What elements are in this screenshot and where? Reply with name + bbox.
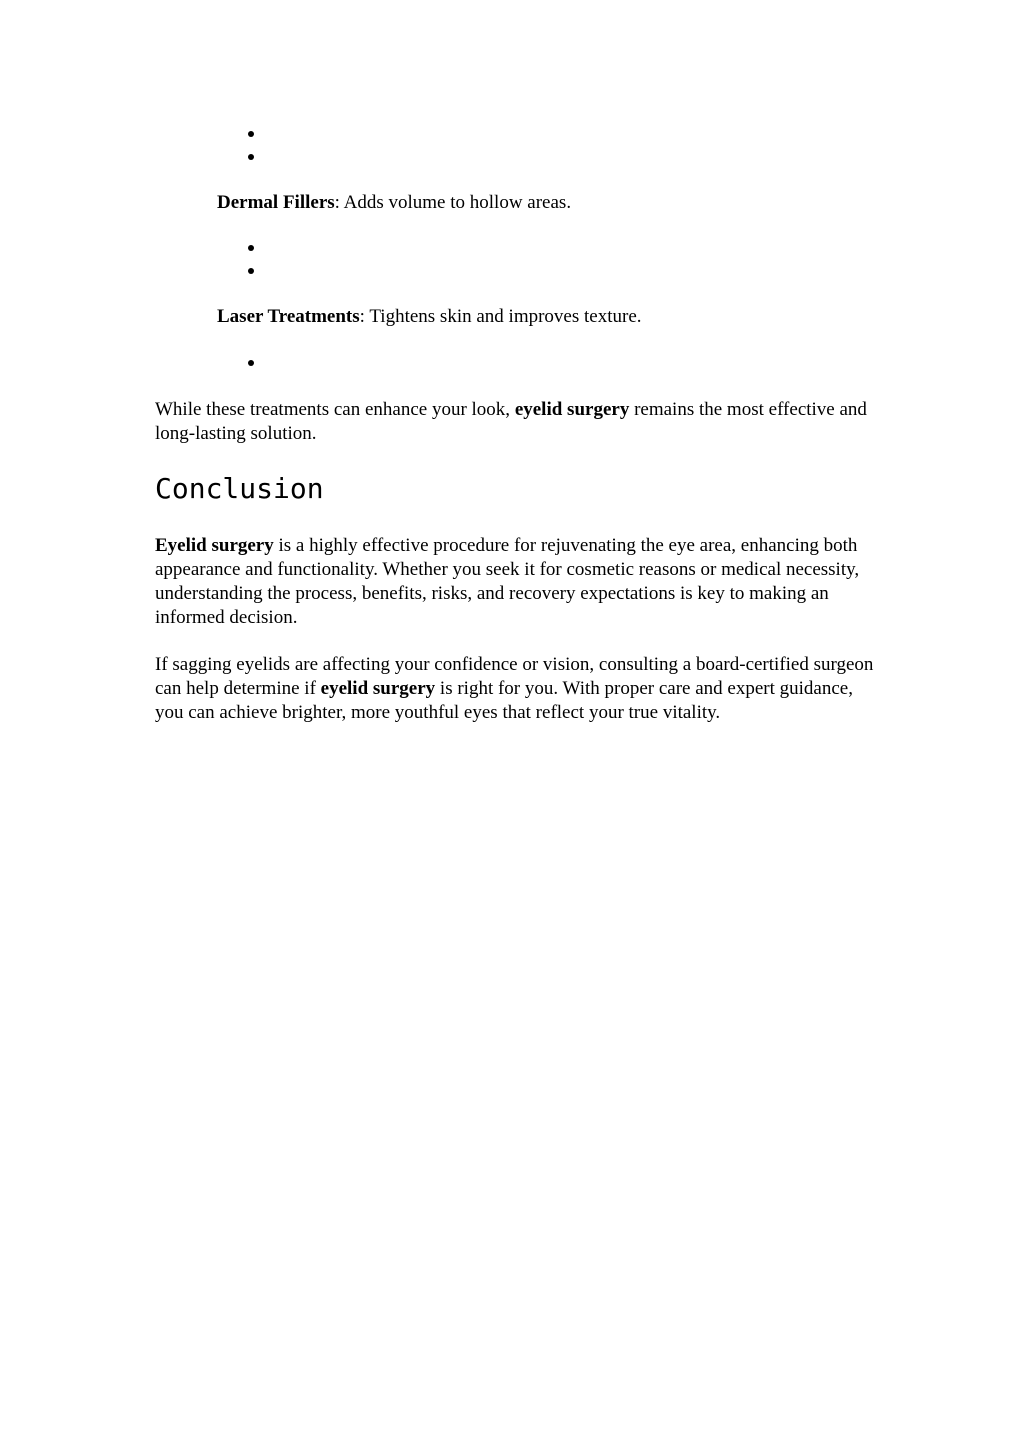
bullet-dot-icon (248, 131, 254, 137)
conclusion-paragraph-2 (155, 653, 875, 725)
item-description: : Tightens skin and improves texture. (359, 306, 642, 327)
para-emphasis: eyelid surgery (320, 678, 436, 699)
para-text: is a highly effective procedure for rejuvenating the eye area, enhancing both appearance and functionality. Whether you seek it for cosmetic reasons or medical necessity, understanding the process, benefits, risks, and recovery expectations is key to making an informed decision. (155, 535, 860, 628)
conclusion-heading: Conclusion (155, 472, 324, 505)
para-text: If sagging eyelids are affecting your confidence or vision, consulting a board-certified surgeon can help determine if (155, 654, 874, 699)
item-dermal-fillers (217, 191, 571, 215)
para-text: While these treatments can enhance your look, (155, 399, 515, 420)
alternatives-paragraph (155, 398, 875, 446)
para-text: remains the most effective and long-lasting solution. (155, 399, 867, 444)
item-term: Dermal Fillers (217, 192, 335, 213)
bullet-dot-icon (248, 268, 254, 274)
bullet-dot-icon (248, 245, 254, 251)
para-emphasis: Eyelid surgery (155, 535, 274, 556)
item-laser-treatments (217, 305, 642, 329)
item-term: Laser Treatments (217, 306, 360, 327)
bullet-dot-icon (248, 360, 254, 366)
para-emphasis: eyelid surgery (514, 399, 630, 420)
conclusion-paragraph-1 (155, 534, 875, 630)
para-text: is right for you. With proper care and expert guidance, you can achieve brighter, more youthful eyes that reflect your true vitality. (155, 678, 853, 723)
bullet-dot-icon (248, 154, 254, 160)
item-description: : Adds volume to hollow areas. (334, 192, 572, 213)
